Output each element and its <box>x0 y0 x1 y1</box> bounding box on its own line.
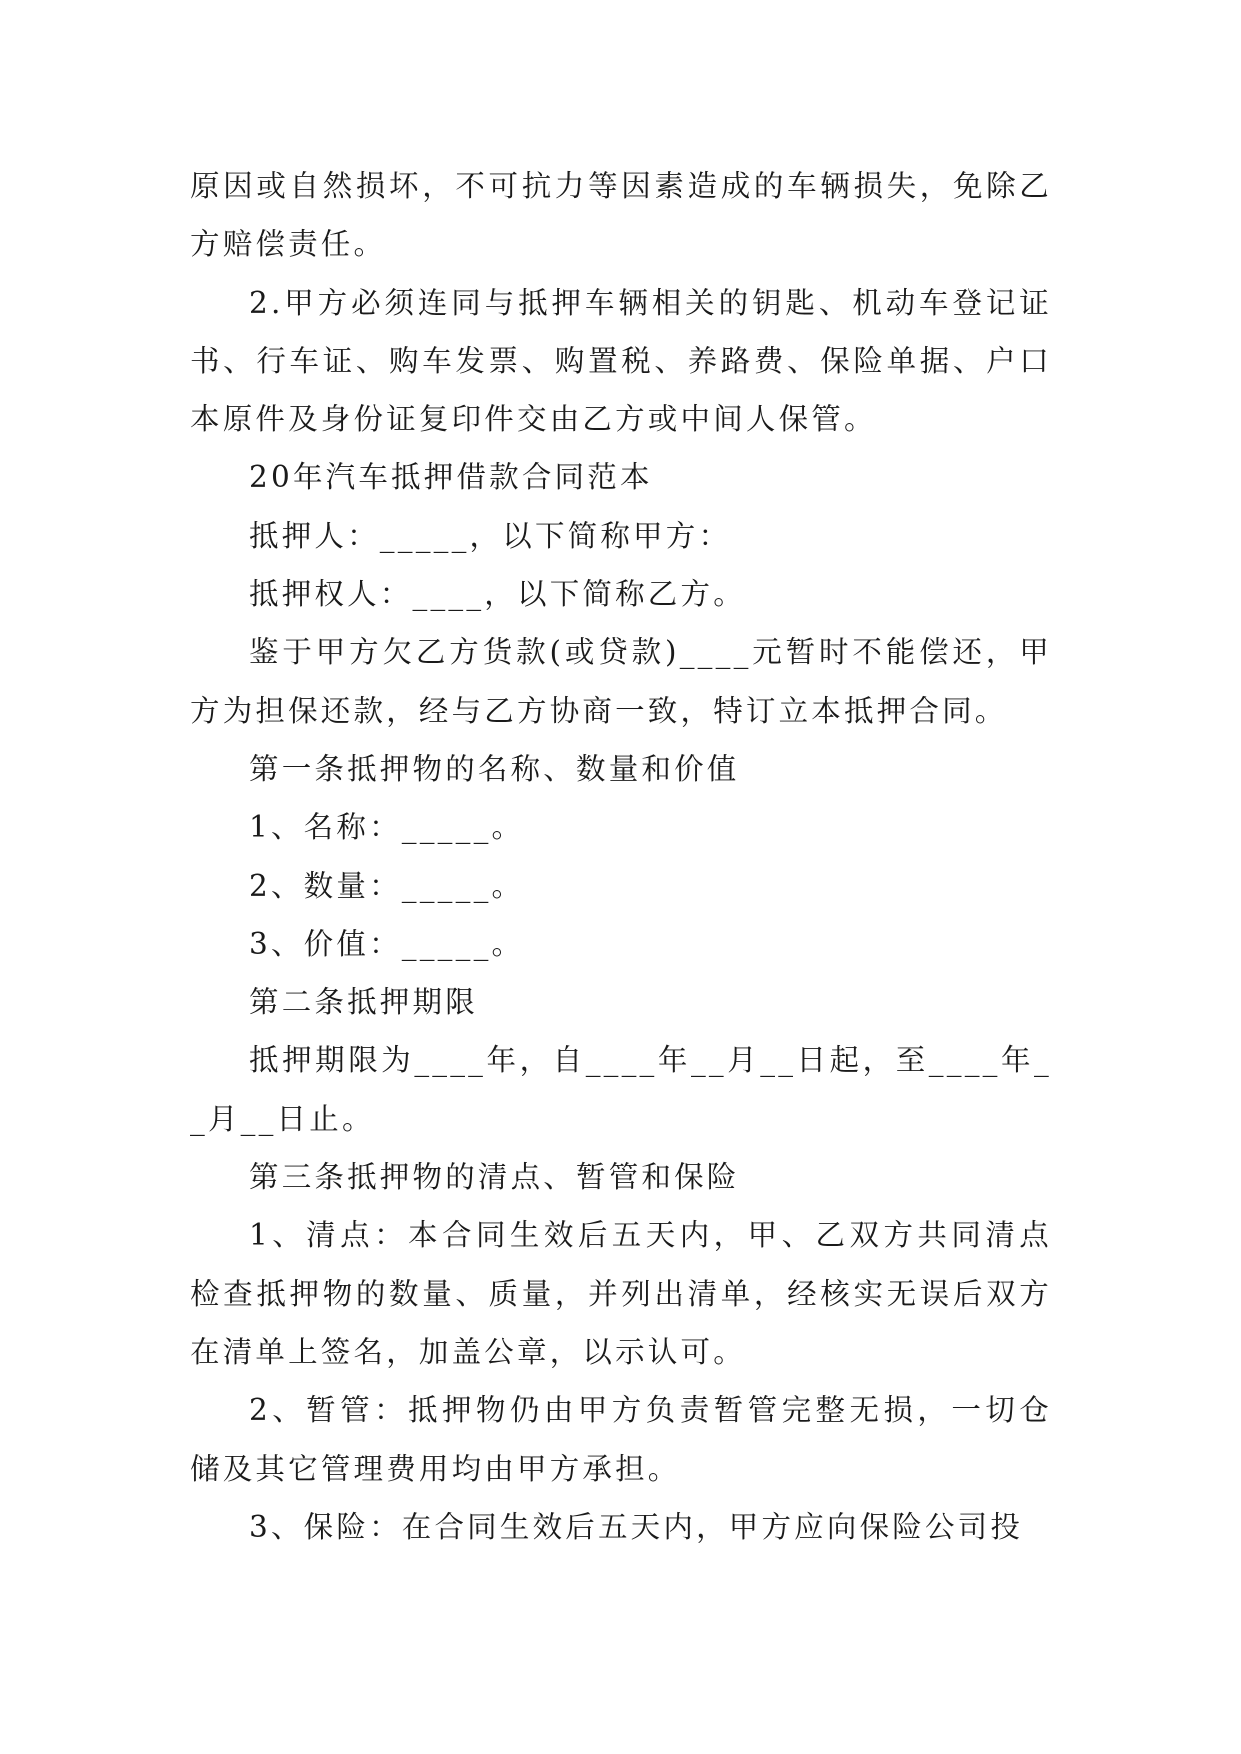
mortgagee-line: 抵押权人：____，以下简称乙方。 <box>249 577 746 612</box>
article-1-item-quantity: 2、数量：_____。 <box>249 868 525 903</box>
article-2-heading: 第二条抵押期限 <box>249 985 478 1020</box>
article-3-item-custody: 2、暂管：抵押物仍由甲方负责暂管完整无损，一切仓储及其它管理费用均由甲方承担。 <box>190 1393 1052 1486</box>
document-title: 20年汽车抵押借款合同范本 <box>249 460 653 495</box>
preamble-paragraph: 鉴于甲方欠乙方货款(或贷款)____元暂时不能偿还，甲方为担保还款，经与乙方协商一致，特订立本抵押合同。 <box>190 635 1052 728</box>
paragraph-continuation: 原因或自然损坏，不可抗力等因素造成的车辆损失，免除乙方赔偿责任。 <box>190 169 1052 262</box>
mortgagor-line: 抵押人：_____，以下简称甲方： <box>249 518 732 553</box>
article-1-heading: 第一条抵押物的名称、数量和价值 <box>249 751 740 786</box>
article-3-heading: 第三条抵押物的清点、暂管和保险 <box>249 1160 740 1195</box>
article-1-item-value: 3、价值：_____。 <box>249 926 525 961</box>
paragraph-clause-2: 2.甲方必须连同与抵押车辆相关的钥匙、机动车登记证书、行车证、购车发票、购置税、养路费、保险单据、户口本原件及身份证复印件交由乙方或中间人保管。 <box>190 285 1052 437</box>
article-3-item-insurance: 3、保险：在合同生效后五天内，甲方应向保险公司投 <box>249 1509 1024 1544</box>
article-2-term: 抵押期限为____年，自____年__月__日起，至____年__月__日止。 <box>190 1043 1052 1136</box>
article-1-item-name: 1、名称：_____。 <box>249 810 525 845</box>
article-3-item-inventory: 1、清点：本合同生效后五天内，甲、乙双方共同清点检查抵押物的数量、质量，并列出清单，经核实无误后双方在清单上签名，加盖公章，以示认可。 <box>190 1218 1052 1369</box>
document-body <box>190 157 1052 1556</box>
